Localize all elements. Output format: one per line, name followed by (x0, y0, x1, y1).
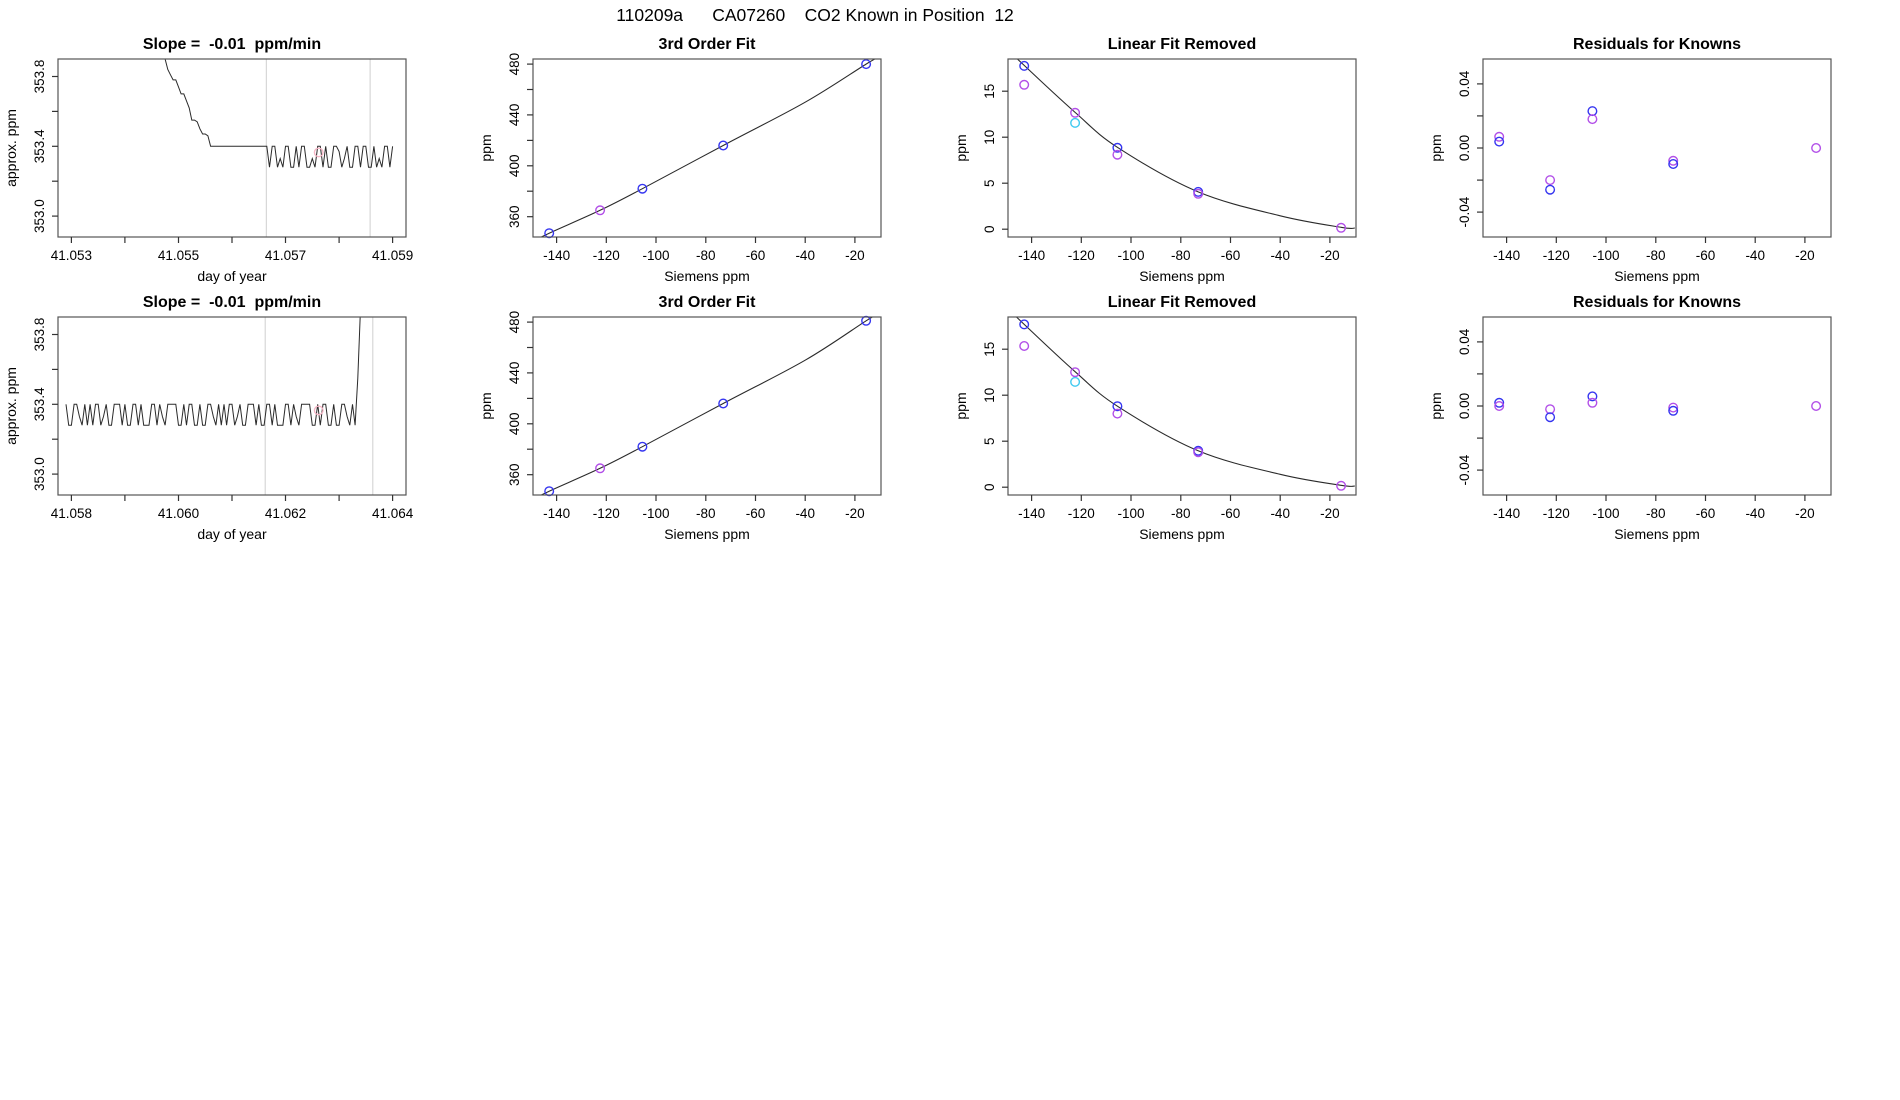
svg-text:353.4: 353.4 (32, 387, 47, 422)
svg-text:-40: -40 (795, 506, 815, 521)
svg-text:353.4: 353.4 (32, 129, 47, 164)
svg-text:-140: -140 (1493, 248, 1521, 263)
svg-text:-60: -60 (1695, 248, 1716, 263)
panel-3rd-order-fit-row1 (475, 28, 950, 298)
svg-text:Residuals for Knowns: Residuals for Knowns (1572, 294, 1742, 311)
svg-text:-80: -80 (1646, 248, 1666, 263)
svg-text:-120: -120 (592, 506, 620, 521)
svg-text:-20: -20 (1320, 506, 1340, 521)
svg-text:0.00: 0.00 (1457, 134, 1472, 162)
svg-text:-100: -100 (1117, 506, 1145, 521)
svg-text:0: 0 (982, 225, 997, 233)
svg-text:0.00: 0.00 (1457, 392, 1472, 420)
svg-text:-80: -80 (1646, 506, 1666, 521)
svg-text:-40: -40 (1745, 506, 1765, 521)
svg-text:-40: -40 (795, 248, 815, 263)
svg-text:Siemens ppm: Siemens ppm (1614, 268, 1700, 284)
svg-text:Siemens ppm: Siemens ppm (664, 526, 750, 542)
panel-3rd-order-fit-row2 (475, 286, 950, 556)
svg-text:ppm: ppm (953, 392, 969, 420)
svg-text:-120: -120 (592, 248, 620, 263)
svg-text:-40: -40 (1270, 506, 1290, 521)
svg-text:41.058: 41.058 (50, 506, 93, 521)
svg-text:0.04: 0.04 (1457, 70, 1472, 98)
svg-text:ppm: ppm (1428, 392, 1444, 420)
svg-text:400: 400 (507, 412, 522, 436)
svg-text:-20: -20 (1320, 248, 1340, 263)
svg-text:Siemens ppm: Siemens ppm (1139, 526, 1225, 542)
svg-text:-80: -80 (696, 248, 716, 263)
svg-text:41.060: 41.060 (157, 506, 200, 521)
svg-text:-100: -100 (1117, 248, 1145, 263)
svg-text:Siemens ppm: Siemens ppm (1614, 526, 1700, 542)
svg-text:41.053: 41.053 (50, 248, 93, 263)
svg-text:-120: -120 (1542, 248, 1570, 263)
svg-text:353.0: 353.0 (32, 457, 47, 491)
svg-text:41.057: 41.057 (264, 248, 307, 263)
svg-text:-100: -100 (642, 506, 670, 521)
svg-text:ppm: ppm (953, 134, 969, 162)
panel-residuals-for-knowns-row2 (1425, 286, 1900, 556)
svg-text:approx. ppm: approx. ppm (3, 367, 19, 445)
panel-slope-row1 (0, 28, 475, 298)
svg-text:-60: -60 (1220, 248, 1241, 263)
svg-text:440: 440 (507, 103, 522, 127)
svg-text:440: 440 (507, 361, 522, 385)
svg-text:-140: -140 (1493, 506, 1521, 521)
svg-text:-140: -140 (1018, 248, 1046, 263)
svg-text:360: 360 (507, 205, 522, 228)
svg-text:-20: -20 (845, 248, 865, 263)
panel-linear-fit-removed-row1 (950, 28, 1425, 298)
svg-text:480: 480 (507, 310, 522, 334)
svg-text:ppm: ppm (478, 134, 494, 162)
svg-text:-140: -140 (543, 248, 571, 263)
svg-text:353.8: 353.8 (32, 317, 47, 352)
panel-residuals-for-knowns-row1 (1425, 28, 1900, 298)
svg-text:5: 5 (982, 179, 997, 187)
svg-text:Linear Fit Removed: Linear Fit Removed (1107, 294, 1257, 311)
svg-text:353.0: 353.0 (32, 199, 47, 233)
svg-text:0.04: 0.04 (1457, 328, 1472, 356)
svg-text:15: 15 (982, 83, 997, 99)
svg-text:-120: -120 (1067, 506, 1095, 521)
svg-text:400: 400 (507, 154, 522, 178)
figure-title: 110209a CA07260 CO2 Known in Position 12 (616, 5, 1014, 25)
svg-text:0: 0 (982, 483, 997, 491)
panel-linear-fit-removed-row2 (950, 286, 1425, 556)
svg-text:-40: -40 (1745, 248, 1765, 263)
svg-text:day of year: day of year (197, 268, 267, 284)
svg-text:3rd Order Fit: 3rd Order Fit (658, 294, 756, 311)
svg-text:-140: -140 (1018, 506, 1046, 521)
svg-text:10: 10 (982, 129, 997, 145)
svg-text:-100: -100 (1592, 506, 1620, 521)
svg-text:41.062: 41.062 (264, 506, 307, 521)
svg-text:-20: -20 (1795, 248, 1815, 263)
svg-text:-20: -20 (1795, 506, 1815, 521)
svg-text:-0.04: -0.04 (1457, 196, 1472, 228)
panel-slope-row2 (0, 286, 475, 556)
svg-text:-100: -100 (642, 248, 670, 263)
svg-text:-60: -60 (1220, 506, 1241, 521)
svg-text:ppm: ppm (478, 392, 494, 420)
svg-text:41.055: 41.055 (157, 248, 200, 263)
svg-text:360: 360 (507, 463, 522, 486)
svg-text:Siemens ppm: Siemens ppm (1139, 268, 1225, 284)
svg-text:-100: -100 (1592, 248, 1620, 263)
svg-text:-60: -60 (745, 248, 766, 263)
svg-text:5: 5 (982, 437, 997, 445)
svg-text:353.8: 353.8 (32, 59, 47, 94)
svg-text:day of year: day of year (197, 526, 267, 542)
svg-text:-80: -80 (1171, 506, 1191, 521)
svg-text:Slope = -0.01 ppm/min: Slope = -0.01 ppm/min (142, 36, 322, 53)
svg-text:10: 10 (982, 387, 997, 403)
svg-text:41.064: 41.064 (371, 506, 414, 521)
svg-text:-80: -80 (696, 506, 716, 521)
svg-text:-120: -120 (1542, 506, 1570, 521)
svg-text:15: 15 (982, 341, 997, 357)
svg-text:approx. ppm: approx. ppm (3, 109, 19, 187)
svg-text:3rd Order Fit: 3rd Order Fit (658, 36, 756, 53)
svg-text:ppm: ppm (1428, 134, 1444, 162)
svg-text:Linear Fit Removed: Linear Fit Removed (1107, 36, 1257, 53)
svg-text:-60: -60 (745, 506, 766, 521)
svg-text:Slope = -0.01 ppm/min: Slope = -0.01 ppm/min (142, 294, 322, 311)
svg-text:-120: -120 (1067, 248, 1095, 263)
svg-text:Siemens ppm: Siemens ppm (664, 268, 750, 284)
svg-text:-20: -20 (845, 506, 865, 521)
svg-text:-80: -80 (1171, 248, 1191, 263)
svg-text:-40: -40 (1270, 248, 1290, 263)
svg-text:-0.04: -0.04 (1457, 454, 1472, 486)
svg-text:41.059: 41.059 (371, 248, 414, 263)
svg-text:Residuals for Knowns: Residuals for Knowns (1572, 36, 1742, 53)
svg-text:-60: -60 (1695, 506, 1716, 521)
svg-text:-140: -140 (543, 506, 571, 521)
svg-text:480: 480 (507, 52, 522, 76)
